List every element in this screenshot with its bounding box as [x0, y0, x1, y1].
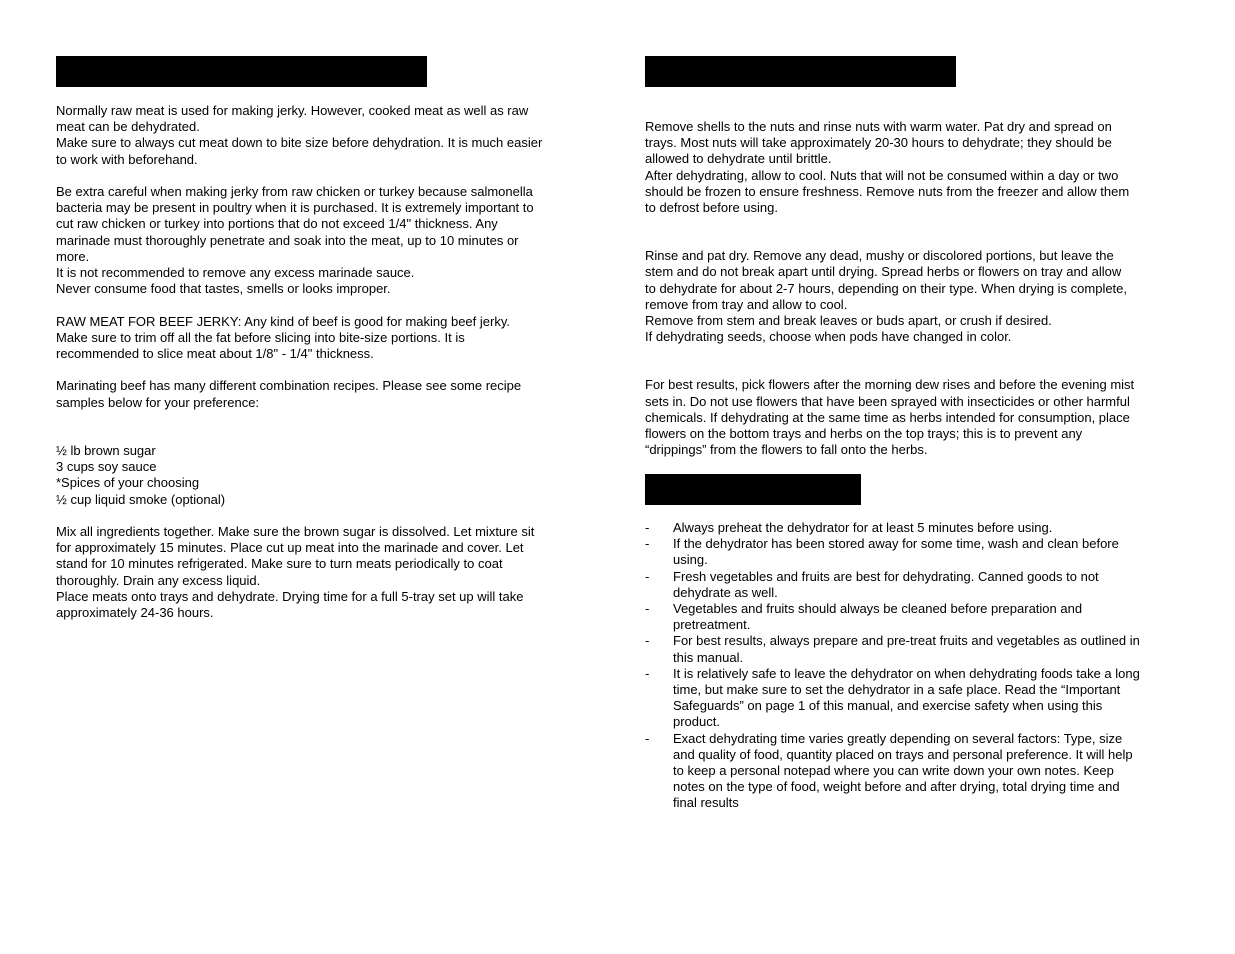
- text-line: thoroughly. Drain any excess liquid.: [56, 572, 261, 588]
- tip-item: [645, 666, 1190, 731]
- tip-item: [645, 601, 1190, 633]
- text-line: Rinse and pat dry. Remove any dead, mushy or discolored portions, but leave the: [645, 248, 1114, 264]
- text-line: If the dehydrator has been stored away for some time, wash and clean before: [673, 536, 1119, 552]
- text-line: Fresh vegetables and fruits are best for dehydrating. Canned goods to not: [673, 568, 1099, 584]
- tips-list: [645, 520, 1190, 812]
- left-column: [56, 103, 616, 621]
- dash-bullet: -: [645, 665, 650, 681]
- text-line: After dehydrating, allow to cool. Nuts that will not be consumed within a day or two: [645, 167, 1119, 183]
- text-line: samples below for your preference:: [56, 394, 260, 410]
- text-line: trays. Most nuts will take approximately 20-30 hours to dehydrate; they should be: [645, 135, 1112, 151]
- ingredient-item: *Spices of your choosing: [56, 475, 200, 491]
- herbs-paragraph: [645, 248, 1190, 345]
- text-line: using.: [673, 552, 708, 568]
- text-line: Be extra careful when making jerky from raw chicken or turkey because salmonella: [56, 184, 533, 199]
- text-line: “drippings” from the flowers to fall onto the herbs.: [645, 442, 928, 458]
- dash-bullet: -: [645, 633, 650, 649]
- text-line: time, but make sure to set the dehydrator in a safe place. Read the “Important: [673, 682, 1121, 698]
- text-line: cut raw chicken or turkey into portions that do not exceed 1/4" thickness. Any: [56, 216, 498, 232]
- text-line: Place meats onto trays and dehydrate. Drying time for a full 5-tray set up will take: [56, 588, 524, 604]
- text-line: approximately 24-36 hours.: [56, 605, 214, 621]
- dash-bullet: -: [645, 520, 650, 535]
- ingredient-item: ½ lb brown sugar: [56, 443, 156, 458]
- text-line: Make sure to trim off all the fat before slicing into bite-size portions. It is: [56, 329, 465, 345]
- text-line: chemicals. If dehydrating at the same time as herbs intended for consumption, place: [645, 409, 1130, 425]
- text-line: sets in. Do not use flowers that have been sprayed with insecticides or other harmful: [645, 393, 1130, 409]
- spacer: [645, 345, 1190, 377]
- jerky-intro-paragraph: [56, 103, 616, 168]
- text-line: Never consume food that tastes, smells or looks improper.: [56, 281, 391, 297]
- tip-item: [645, 731, 1190, 812]
- right-heading-bar: [645, 56, 956, 87]
- ingredient-item: ½ cup liquid smoke (optional): [56, 491, 226, 507]
- text-line: allowed to dehydrate until brittle.: [645, 151, 832, 167]
- text-line: remove from tray and allow to cool.: [645, 296, 848, 312]
- text-line: pretreatment.: [673, 617, 751, 633]
- text-line: this manual.: [673, 649, 744, 665]
- tip-item: [645, 536, 1190, 568]
- text-line: to defrost before using.: [645, 200, 778, 216]
- text-line: Exact dehydrating time varies greatly depending on several factors: Type, size: [673, 730, 1123, 746]
- flowers-paragraph: [645, 377, 1190, 458]
- tip-item: [645, 633, 1190, 665]
- right-column: [645, 119, 1190, 458]
- poultry-warning-paragraph: [56, 184, 616, 297]
- text-line: It is not recommended to remove any excess marinade sauce.: [56, 265, 415, 281]
- text-line: dehydrate as well.: [673, 584, 778, 600]
- text-line: notes on the type of food, weight before and after drying, total drying time and: [673, 779, 1120, 795]
- text-line: should be frozen to ensure freshness. Remove nuts from the freezer and allow them: [645, 183, 1130, 199]
- text-line: For best results, always prepare and pre-treat fruits and vegetables as outlined in: [673, 633, 1140, 649]
- text-line: stand for 10 minutes refrigerated. Make sure to turn meats periodically to coat: [56, 556, 503, 572]
- text-line: Safeguards” on page 1 of this manual, and exercise safety when using this: [673, 698, 1103, 714]
- text-line: Mix all ingredients together. Make sure the brown sugar is dissolved. Let mixture sit: [56, 524, 535, 539]
- text-line: marinade must thoroughly penetrate and soak into the meat, up to 10 minutes or: [56, 232, 519, 248]
- text-line: meat can be dehydrated.: [56, 119, 200, 135]
- text-line: for approximately 15 minutes. Place cut up meat into the marinade and cover. Let: [56, 540, 524, 556]
- spacer: [56, 427, 616, 443]
- text-line: product.: [673, 714, 720, 730]
- text-line: Always preheat the dehydrator for at least 5 minutes before using.: [673, 520, 1053, 535]
- text-line: It is relatively safe to leave the dehydrator on when dehydrating foods take a long: [673, 665, 1140, 681]
- nuts-paragraph: [645, 119, 1190, 216]
- text-line: Make sure to always cut meat down to bite size before dehydration. It is much easier: [56, 135, 543, 151]
- text-line: final results: [673, 795, 739, 811]
- ingredient-item: 3 cups soy sauce: [56, 459, 157, 475]
- beef-jerky-paragraph: [56, 314, 616, 363]
- spacer: [645, 216, 1190, 248]
- text-line: to work with beforehand.: [56, 151, 198, 167]
- text-line: For best results, pick flowers after the morning dew rises and before the evening mist: [645, 377, 1135, 393]
- text-line: bacteria may be present in poultry when it is purchased. It is extremely important to: [56, 200, 534, 216]
- text-line: recommended to slice meat about 1/8" - 1/4" thickness.: [56, 346, 374, 362]
- text-line: stem and do not break apart until drying. Spread herbs or flowers on tray and allow: [645, 264, 1122, 280]
- text-line: Vegetables and fruits should always be cleaned before preparation and: [673, 601, 1083, 617]
- text-line: Normally raw meat is used for making jerky. However, cooked meat as well as raw: [56, 103, 529, 118]
- ingredient-list: [56, 443, 616, 508]
- dash-bullet: -: [645, 601, 650, 617]
- text-line: and quality of food, quantity placed on trays and personal preference. It will help: [673, 746, 1133, 762]
- tip-item: [645, 520, 1190, 536]
- marinade-intro-paragraph: [56, 378, 616, 410]
- dash-bullet: -: [645, 730, 650, 746]
- text-line: Marinating beef has many different combination recipes. Please see some recipe: [56, 378, 522, 394]
- tip-item: [645, 569, 1190, 601]
- text-line: to dehydrate for about 2-7 hours, depending on their type. When drying is complete,: [645, 280, 1128, 296]
- marinade-method-paragraph: [56, 524, 616, 621]
- text-line: to keep a personal notepad where you can write down your own notes. Keep: [673, 763, 1114, 779]
- text-line: Remove from stem and break leaves or buds apart, or crush if desired.: [645, 313, 1052, 329]
- dash-bullet: -: [645, 568, 650, 584]
- text-line: RAW MEAT FOR BEEF JERKY: Any kind of beef is good for making beef jerky.: [56, 313, 510, 329]
- text-line: more.: [56, 248, 90, 264]
- text-line: flowers on the bottom trays and herbs on the top trays; this is to prevent any: [645, 426, 1083, 442]
- dash-bullet: -: [645, 536, 650, 552]
- left-heading-bar: [56, 56, 427, 87]
- tips-heading-bar: [645, 474, 861, 505]
- text-line: If dehydrating seeds, choose when pods have changed in color.: [645, 329, 1012, 345]
- text-line: Remove shells to the nuts and rinse nuts with warm water. Pat dry and spread on: [645, 119, 1112, 134]
